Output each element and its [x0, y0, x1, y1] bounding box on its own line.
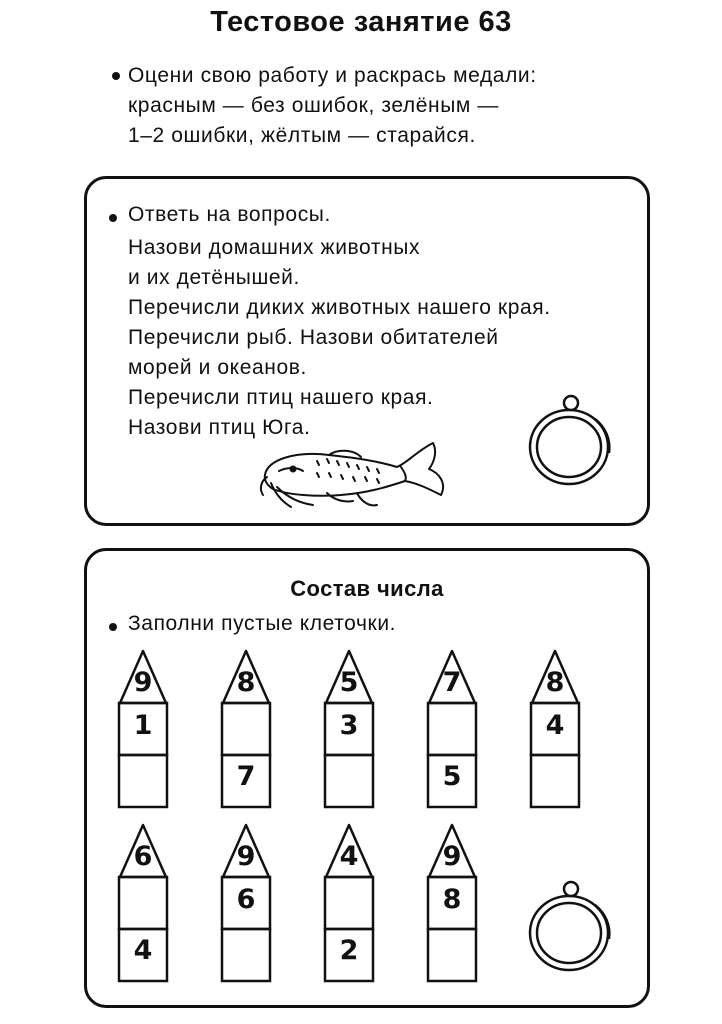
- bullet-dot: [112, 72, 120, 80]
- number-house: [220, 823, 272, 985]
- medal-icon: [523, 391, 613, 489]
- house-cell-top[interactable]: 8: [442, 884, 462, 915]
- number-house: [426, 823, 478, 985]
- task-instruction: Заполни пустые клеточки.: [128, 612, 397, 635]
- question-line-2: и их детёнышей.: [128, 266, 300, 289]
- bullet-dot: [109, 214, 117, 222]
- catfish-illustration: [257, 437, 457, 515]
- house-roof-number: 9: [442, 841, 462, 872]
- house-roof-number: 9: [133, 667, 153, 698]
- house-roof-number: 7: [442, 667, 462, 698]
- house-cell-bottom[interactable]: 4: [133, 935, 153, 966]
- questions-heading: Ответь на вопросы.: [128, 203, 331, 226]
- house-roof-number: 6: [133, 841, 153, 872]
- number-house: [117, 823, 169, 985]
- number-composition-panel: [84, 548, 650, 1008]
- intro-line-2: красным — без ошибок, зелёным —: [128, 94, 500, 117]
- page-title: Тестовое занятие 63: [210, 6, 512, 38]
- house-cell-top[interactable]: 4: [545, 710, 565, 741]
- question-line-3: Перечисли диких животных нашего края.: [128, 296, 551, 319]
- house-cell-bottom[interactable]: 5: [442, 761, 462, 792]
- number-house: [529, 649, 581, 811]
- number-house: [323, 823, 375, 985]
- number-house: [117, 649, 169, 811]
- question-line-1: Назови домашних животных: [128, 236, 421, 259]
- house-cell-top[interactable]: 3: [339, 710, 359, 741]
- bullet-dot: [109, 623, 117, 631]
- number-house: [323, 649, 375, 811]
- house-cell-top[interactable]: 1: [133, 710, 153, 741]
- house-roof-number: 5: [339, 667, 359, 698]
- question-line-4: Перечисли рыб. Назови обитателей: [128, 326, 499, 349]
- questions-panel: [84, 176, 650, 526]
- house-cell-bottom[interactable]: 7: [236, 761, 256, 792]
- question-line-5: морей и океанов.: [128, 356, 307, 379]
- house-cell-top[interactable]: 6: [236, 884, 256, 915]
- question-line-7: Назови птиц Юга.: [128, 416, 311, 439]
- question-line-6: Перечисли птиц нашего края.: [128, 386, 434, 409]
- house-roof-number: 8: [236, 667, 256, 698]
- section-title: Состав числа: [290, 576, 444, 601]
- number-house: [426, 649, 478, 811]
- medal-icon: [523, 877, 613, 975]
- house-roof-number: 4: [339, 841, 359, 872]
- intro-line-3: 1–2 ошибки, жёлтым — старайся.: [128, 124, 476, 147]
- house-roof-number: 8: [545, 667, 565, 698]
- number-house: [220, 649, 272, 811]
- house-roof-number: 9: [236, 841, 256, 872]
- intro-line-1: Оцени свою работу и раскрась медали:: [128, 64, 537, 87]
- house-cell-bottom[interactable]: 2: [339, 935, 359, 966]
